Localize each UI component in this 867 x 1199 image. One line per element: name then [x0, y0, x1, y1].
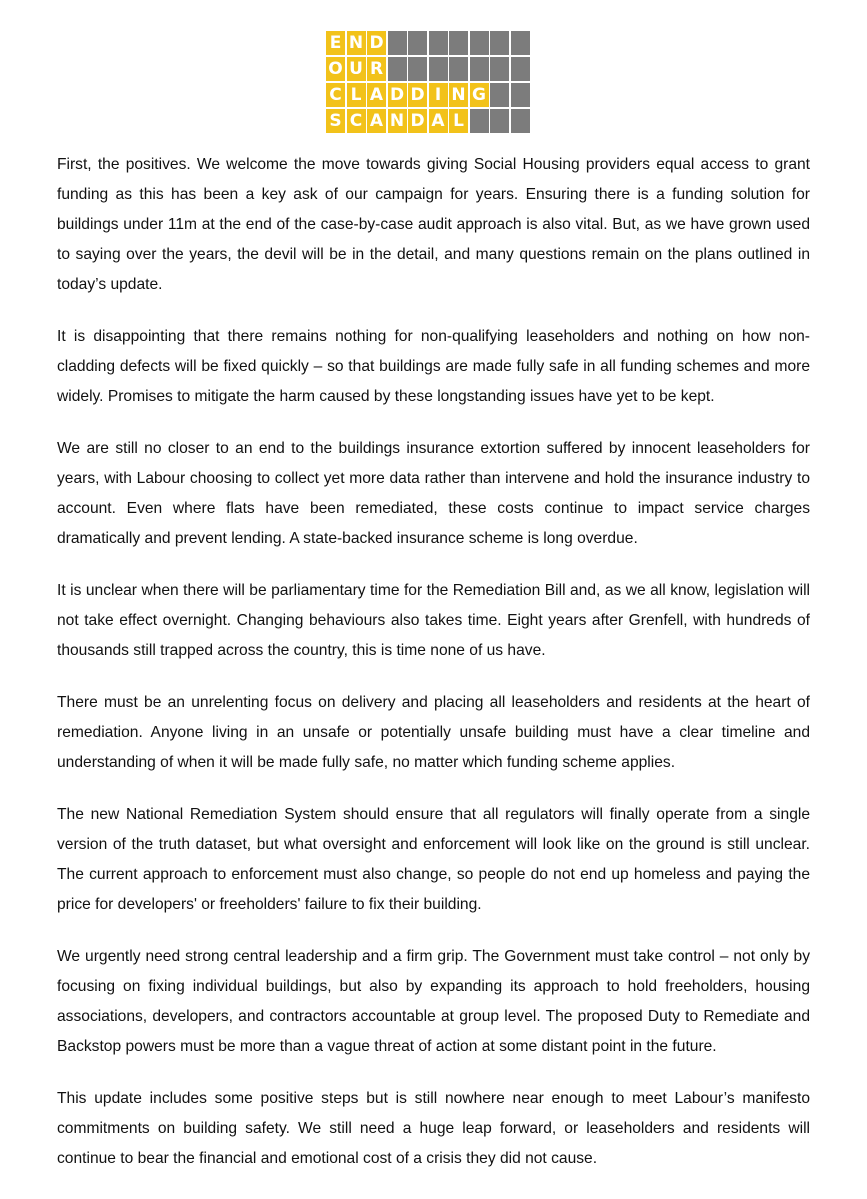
logo-empty-tile	[490, 109, 509, 133]
paragraph-leadership: We urgently need strong central leadership and a firm grip. The Government must take control – not only by focusing on fixing individual buildings, but also by expanding its approach to hold freeholders, housing associations, developers, and contractors accountable at group level. The proposed Duty to Remediate and Backstop powers must be more than a vague threat of action at some distant point in the future.	[57, 948, 810, 1055]
logo-empty-tile	[388, 57, 407, 81]
logo-empty-tile	[470, 31, 489, 55]
paragraph-non-qualifying: It is disappointing that there remains nothing for non-qualifying leaseholders and nothing on how non-cladding defects will be fixed quickly – so that buildings are made fully safe in all funding schemes and more widely. Promises to mitigate the harm caused by these longstanding issues have yet to be kept.	[57, 328, 810, 405]
logo-letter-tile: D	[388, 83, 407, 107]
logo-letter-tile: A	[429, 109, 448, 133]
logo-letter-tile: L	[449, 109, 468, 133]
logo-empty-tile	[511, 31, 530, 55]
logo-empty-tile	[511, 109, 530, 133]
logo-empty-tile	[408, 31, 427, 55]
logo-letter-tile: I	[429, 83, 448, 107]
logo-letter-tile: A	[367, 83, 386, 107]
logo-empty-tile	[511, 57, 530, 81]
logo-letter-tile: N	[388, 109, 407, 133]
paragraph-positives: First, the positives. We welcome the move towards giving Social Housing providers equal access to grant funding as this has been a key ask of our campaign for years. Ensuring there is a funding solution for buildings under 11m at the end of the case-by-case audit approach is also vital. But, as we have grown used to saying over the years, the devil will be in the detail, and many questions remain on the plans outlined in today’s update.	[57, 156, 810, 293]
logo-letter-tile: D	[367, 31, 386, 55]
end-our-cladding-scandal-logo	[326, 31, 531, 133]
logo-empty-tile	[511, 83, 530, 107]
logo-empty-tile	[470, 57, 489, 81]
paragraph-remediation-system: The new National Remediation System should ensure that all regulators will finally operate from a single version of the truth dataset, but what oversight and enforcement will look like on the ground is still unclear. The current approach to enforcement must also change, so people do not end up homeless and paying the price for developers' or freeholders' failure to fix their building.	[57, 806, 810, 913]
logo-letter-tile: N	[449, 83, 468, 107]
logo-letter-tile: E	[326, 31, 345, 55]
logo-empty-tile	[490, 57, 509, 81]
logo-letter-tile: C	[326, 83, 345, 107]
logo-letter-tile: L	[347, 83, 366, 107]
paragraph-delivery-focus: There must be an unrelenting focus on delivery and placing all leaseholders and residents at the heart of remediation. Anyone living in an unsafe or potentially unsafe building must have a clear timeline and understanding of when it will be made fully safe, no matter which funding scheme applies.	[57, 694, 810, 771]
logo-letter-tile: C	[347, 109, 366, 133]
statement-body	[57, 150, 810, 1174]
logo-empty-tile	[449, 31, 468, 55]
logo-letter-tile: O	[326, 57, 345, 81]
logo-empty-tile	[449, 57, 468, 81]
logo-empty-tile	[490, 83, 509, 107]
logo-letter-tile: D	[408, 83, 427, 107]
logo-empty-tile	[429, 31, 448, 55]
logo-empty-tile	[429, 57, 448, 81]
logo-empty-tile	[388, 31, 407, 55]
logo-letter-tile: D	[408, 109, 427, 133]
logo-empty-tile	[470, 109, 489, 133]
logo-letter-tile: S	[326, 109, 345, 133]
logo-empty-tile	[408, 57, 427, 81]
paragraph-conclusion: This update includes some positive steps but is still nowhere near enough to meet Labour’s manifesto commitments on building safety. We still need a huge leap forward, or leaseholders and residents will continue to bear the financial and emotional cost of a crisis they did not cause.	[57, 1090, 810, 1167]
paragraph-insurance: We are still no closer to an end to the buildings insurance extortion suffered by innocent leaseholders for years, with Labour choosing to collect yet more data rather than intervene and hold the insurance industry to account. Even where flats have been remediated, these costs continue to impact service charges dramatically and prevent lending. A state-backed insurance scheme is long overdue.	[57, 440, 810, 547]
logo-letter-tile: N	[347, 31, 366, 55]
logo-letter-tile: A	[367, 109, 386, 133]
logo-letter-tile: R	[367, 57, 386, 81]
logo-empty-tile	[490, 31, 509, 55]
logo-letter-tile: U	[347, 57, 366, 81]
logo-letter-tile: G	[470, 83, 489, 107]
paragraph-remediation-bill: It is unclear when there will be parliamentary time for the Remediation Bill and, as we all know, legislation will not take effect overnight. Changing behaviours also takes time. Eight years after Grenfell, with hundreds of thousands still trapped across the country, this is time none of us have.	[57, 582, 810, 659]
